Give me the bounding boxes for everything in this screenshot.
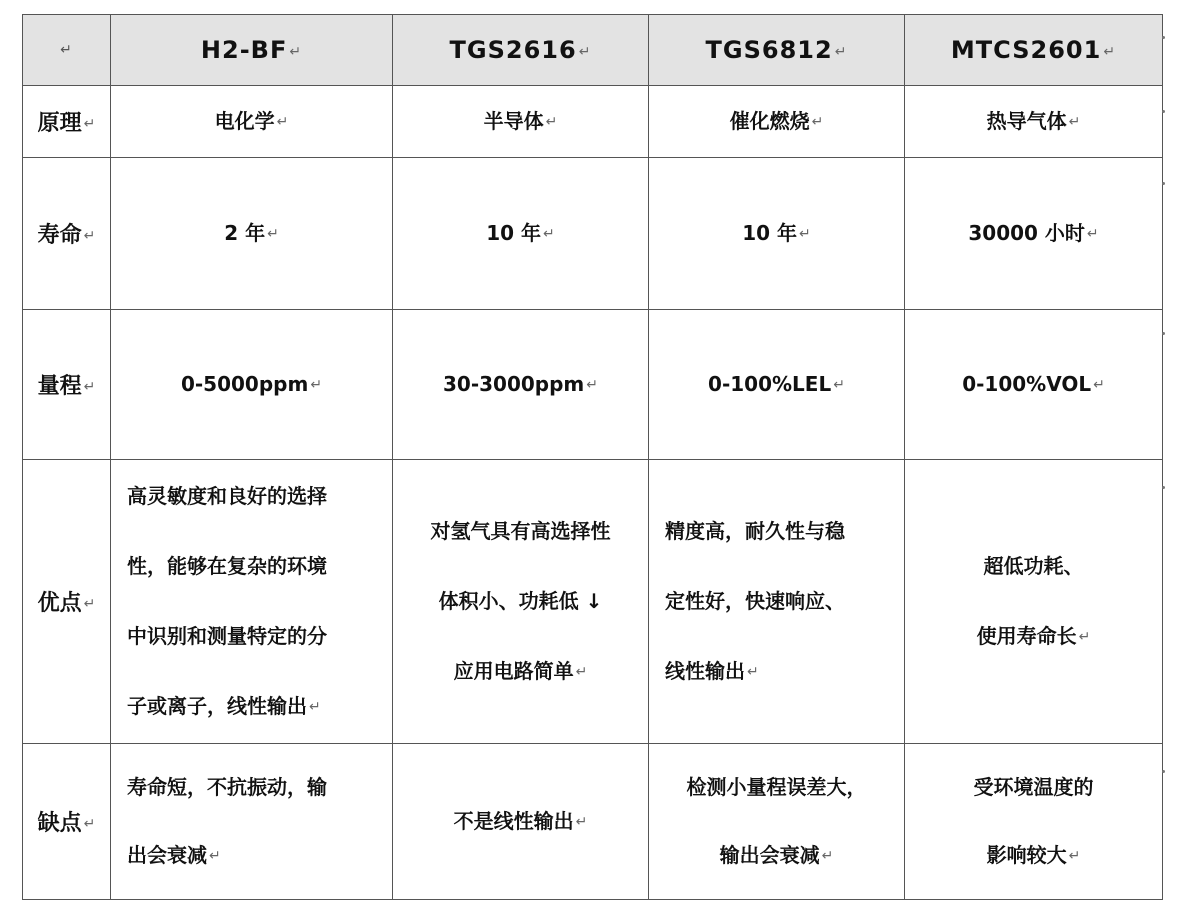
cell-line-wrap — [393, 198, 648, 269]
cell-text-line: 2 年 — [224, 221, 266, 245]
cell-text — [905, 531, 1162, 672]
edge-dot — [1162, 770, 1165, 773]
cell-text — [393, 86, 648, 157]
return-mark-icon: ↵ — [1086, 226, 1099, 242]
table-cell — [905, 744, 1163, 900]
cell-text — [649, 349, 904, 420]
cell-line-wrap — [111, 349, 392, 420]
cell-line-wrap — [665, 636, 894, 707]
edge-dot — [1162, 110, 1165, 113]
return-mark-icon: ↵ — [834, 44, 848, 60]
row-range — [23, 310, 1163, 460]
cell-text-line: 出会衰减 — [127, 843, 207, 867]
cell-line-wrap — [127, 671, 382, 742]
cell-text-line: 30000 小时 — [968, 221, 1085, 245]
return-mark-icon: ↵ — [1103, 44, 1117, 60]
cell-text — [649, 86, 904, 157]
cell-text — [111, 461, 392, 742]
row-label-cell — [23, 86, 111, 158]
cell-line-wrap — [905, 198, 1162, 269]
return-mark-icon: ↵ — [83, 116, 96, 132]
table-cell — [649, 460, 905, 744]
cell-text-line: 0-100%LEL — [708, 372, 832, 396]
cell-text-line: 检测小量程误差大， — [686, 775, 867, 799]
cell-text — [393, 349, 648, 420]
table-cell — [111, 744, 393, 900]
cell-text-line: 30-3000ppm — [442, 372, 585, 396]
header-cell-mtcs2601: MTCS2601 ↵ — [905, 15, 1163, 86]
edge-dot — [1162, 182, 1165, 185]
cell-text — [393, 198, 648, 269]
cell-text-line: 不是线性输出 — [453, 809, 574, 833]
cell-text-line: 性，能够在复杂的环境 — [127, 554, 327, 578]
table-cell — [393, 310, 649, 460]
cell-text-line: 子或离子，线性输出 — [127, 694, 307, 718]
table-cell — [111, 310, 393, 460]
cell-text-line: 寿命短，不抗振动，输 — [127, 775, 327, 799]
return-mark-icon: ↵ — [1068, 848, 1081, 864]
cell-line-wrap — [905, 821, 1162, 890]
cell-line-wrap — [393, 636, 648, 707]
cell-text — [393, 787, 648, 856]
table-cell — [393, 86, 649, 158]
cell-line-wrap — [111, 86, 392, 157]
cell-text — [649, 496, 904, 707]
row-lifetime — [23, 158, 1163, 310]
edge-dot — [1162, 36, 1165, 39]
row-label: 原理 — [37, 111, 82, 136]
table-body — [23, 86, 1163, 900]
return-mark-icon: ↵ — [833, 377, 845, 393]
table-cell — [111, 158, 393, 310]
cell-line-wrap — [905, 601, 1162, 672]
return-mark-icon: ↵ — [83, 379, 96, 395]
header-cell-tgs2616: TGS2616 ↵ — [393, 15, 649, 86]
cell-text-line: 定性好，快速响应、 — [665, 589, 845, 613]
return-mark-icon: ↵ — [575, 664, 588, 680]
cell-text-line: 0-100%VOL — [962, 372, 1092, 396]
return-mark-icon: ↵ — [1093, 377, 1105, 393]
return-mark-icon: ↵ — [747, 664, 759, 680]
cell-line-wrap — [393, 787, 648, 856]
row-label-cell — [23, 310, 111, 460]
cell-text-line: 10 年 — [486, 221, 542, 245]
row-advantages — [23, 460, 1163, 744]
cell-text — [111, 349, 392, 420]
row-label-cell — [23, 158, 111, 310]
cell-text-line: 输出会衰减 — [719, 843, 820, 867]
cell-line-wrap — [111, 198, 392, 269]
return-mark-icon: ↵ — [310, 377, 323, 393]
cell-text-line: 中识别和测量特定的分 — [127, 624, 327, 648]
cell-line-wrap — [905, 86, 1162, 157]
header-corner-cell: ↵ — [23, 15, 111, 86]
edge-dot — [1162, 486, 1165, 489]
return-mark-icon: ↵ — [1068, 114, 1081, 130]
cell-line-wrap — [905, 349, 1162, 420]
return-mark-icon: ↵ — [289, 44, 303, 60]
return-mark-icon: ↵ — [545, 114, 558, 130]
return-mark-icon: ↵ — [811, 114, 824, 130]
row-label: 寿命 — [37, 223, 82, 248]
cell-text — [649, 753, 904, 890]
return-mark-icon: ↵ — [575, 814, 588, 830]
cell-text — [905, 753, 1162, 890]
row-disadvantages — [23, 744, 1163, 900]
cell-line-wrap — [393, 349, 648, 420]
cell-text-line: 催化燃烧 — [729, 109, 810, 133]
cell-text — [393, 496, 648, 707]
table-cell — [905, 460, 1163, 744]
cell-text-line: 10 年 — [742, 221, 798, 245]
table-cell — [905, 86, 1163, 158]
cell-text — [905, 198, 1162, 269]
cell-text — [905, 86, 1162, 157]
header-cell-tgs6812: TGS6812 ↵ — [649, 15, 905, 86]
header-cell-h2-bf: H2-BF ↵ — [111, 15, 393, 86]
row-principle — [23, 86, 1163, 158]
return-mark-icon: ↵ — [267, 226, 279, 242]
cell-text-line: 使用寿命长 — [976, 624, 1077, 648]
table-cell — [905, 158, 1163, 310]
table-cell — [393, 460, 649, 744]
row-label-cell — [23, 744, 111, 900]
cell-text — [111, 86, 392, 157]
table-cell — [649, 158, 905, 310]
cell-text-line: 影响较大 — [986, 843, 1067, 867]
cell-text-line: 线性输出 — [665, 659, 745, 683]
cell-text — [649, 198, 904, 269]
return-mark-icon: ↵ — [83, 816, 96, 832]
table-cell — [905, 310, 1163, 460]
table-cell — [649, 86, 905, 158]
cell-line-wrap — [649, 86, 904, 157]
header-row — [23, 15, 1163, 86]
row-label: 量程 — [37, 374, 82, 399]
table-cell — [649, 744, 905, 900]
edge-dot — [1162, 332, 1165, 335]
table-cell — [111, 86, 393, 158]
cell-text-line: 体积小、功耗低 ↓ — [438, 589, 603, 613]
table-cell — [393, 744, 649, 900]
row-label-cell — [23, 460, 111, 744]
sensor-comparison-table — [22, 14, 1163, 900]
cell-text-line: 精度高，耐久性与稳 — [665, 519, 845, 543]
return-mark-icon: ↵ — [209, 848, 221, 864]
cell-text — [111, 198, 392, 269]
cell-text-line: 热导气体 — [986, 109, 1067, 133]
return-mark-icon: ↵ — [799, 226, 811, 242]
table-cell — [393, 158, 649, 310]
table-cell — [111, 460, 393, 744]
table-cell — [649, 310, 905, 460]
row-label: 优点 — [37, 591, 82, 616]
cell-text-line: 应用电路简单 — [453, 659, 574, 683]
cell-line-wrap — [649, 821, 904, 890]
return-mark-icon: ↵ — [578, 44, 592, 60]
return-mark-icon: ↵ — [586, 377, 598, 393]
cell-text — [111, 753, 392, 890]
cell-text-line: 超低功耗、 — [983, 554, 1084, 578]
cell-line-wrap — [649, 198, 904, 269]
cell-line-wrap — [393, 86, 648, 157]
cell-text-line: 0-5000ppm — [180, 372, 309, 396]
cell-text-line: 高灵敏度和良好的选择 — [127, 484, 327, 508]
return-mark-icon: ↵ — [821, 848, 834, 864]
cell-text-line: 半导体 — [483, 109, 544, 133]
return-mark-icon: ↵ — [1078, 629, 1091, 645]
cell-line-wrap — [649, 349, 904, 420]
page-edge-marks — [1162, 14, 1166, 904]
cell-text-line: 电化学 — [214, 109, 275, 133]
return-mark-icon: ↵ — [276, 114, 289, 130]
row-label: 缺点 — [37, 811, 82, 836]
return-mark-icon: ↵ — [543, 226, 555, 242]
return-mark-icon: ↵ — [83, 228, 96, 244]
cell-text-line: 对氢气具有高选择性 — [430, 519, 611, 543]
cell-text-line: 受环境温度的 — [973, 775, 1094, 799]
return-mark-icon: ↵ — [83, 596, 96, 612]
cell-text — [905, 349, 1162, 420]
return-mark-icon: ↵ — [309, 699, 321, 715]
cell-line-wrap — [127, 821, 382, 890]
